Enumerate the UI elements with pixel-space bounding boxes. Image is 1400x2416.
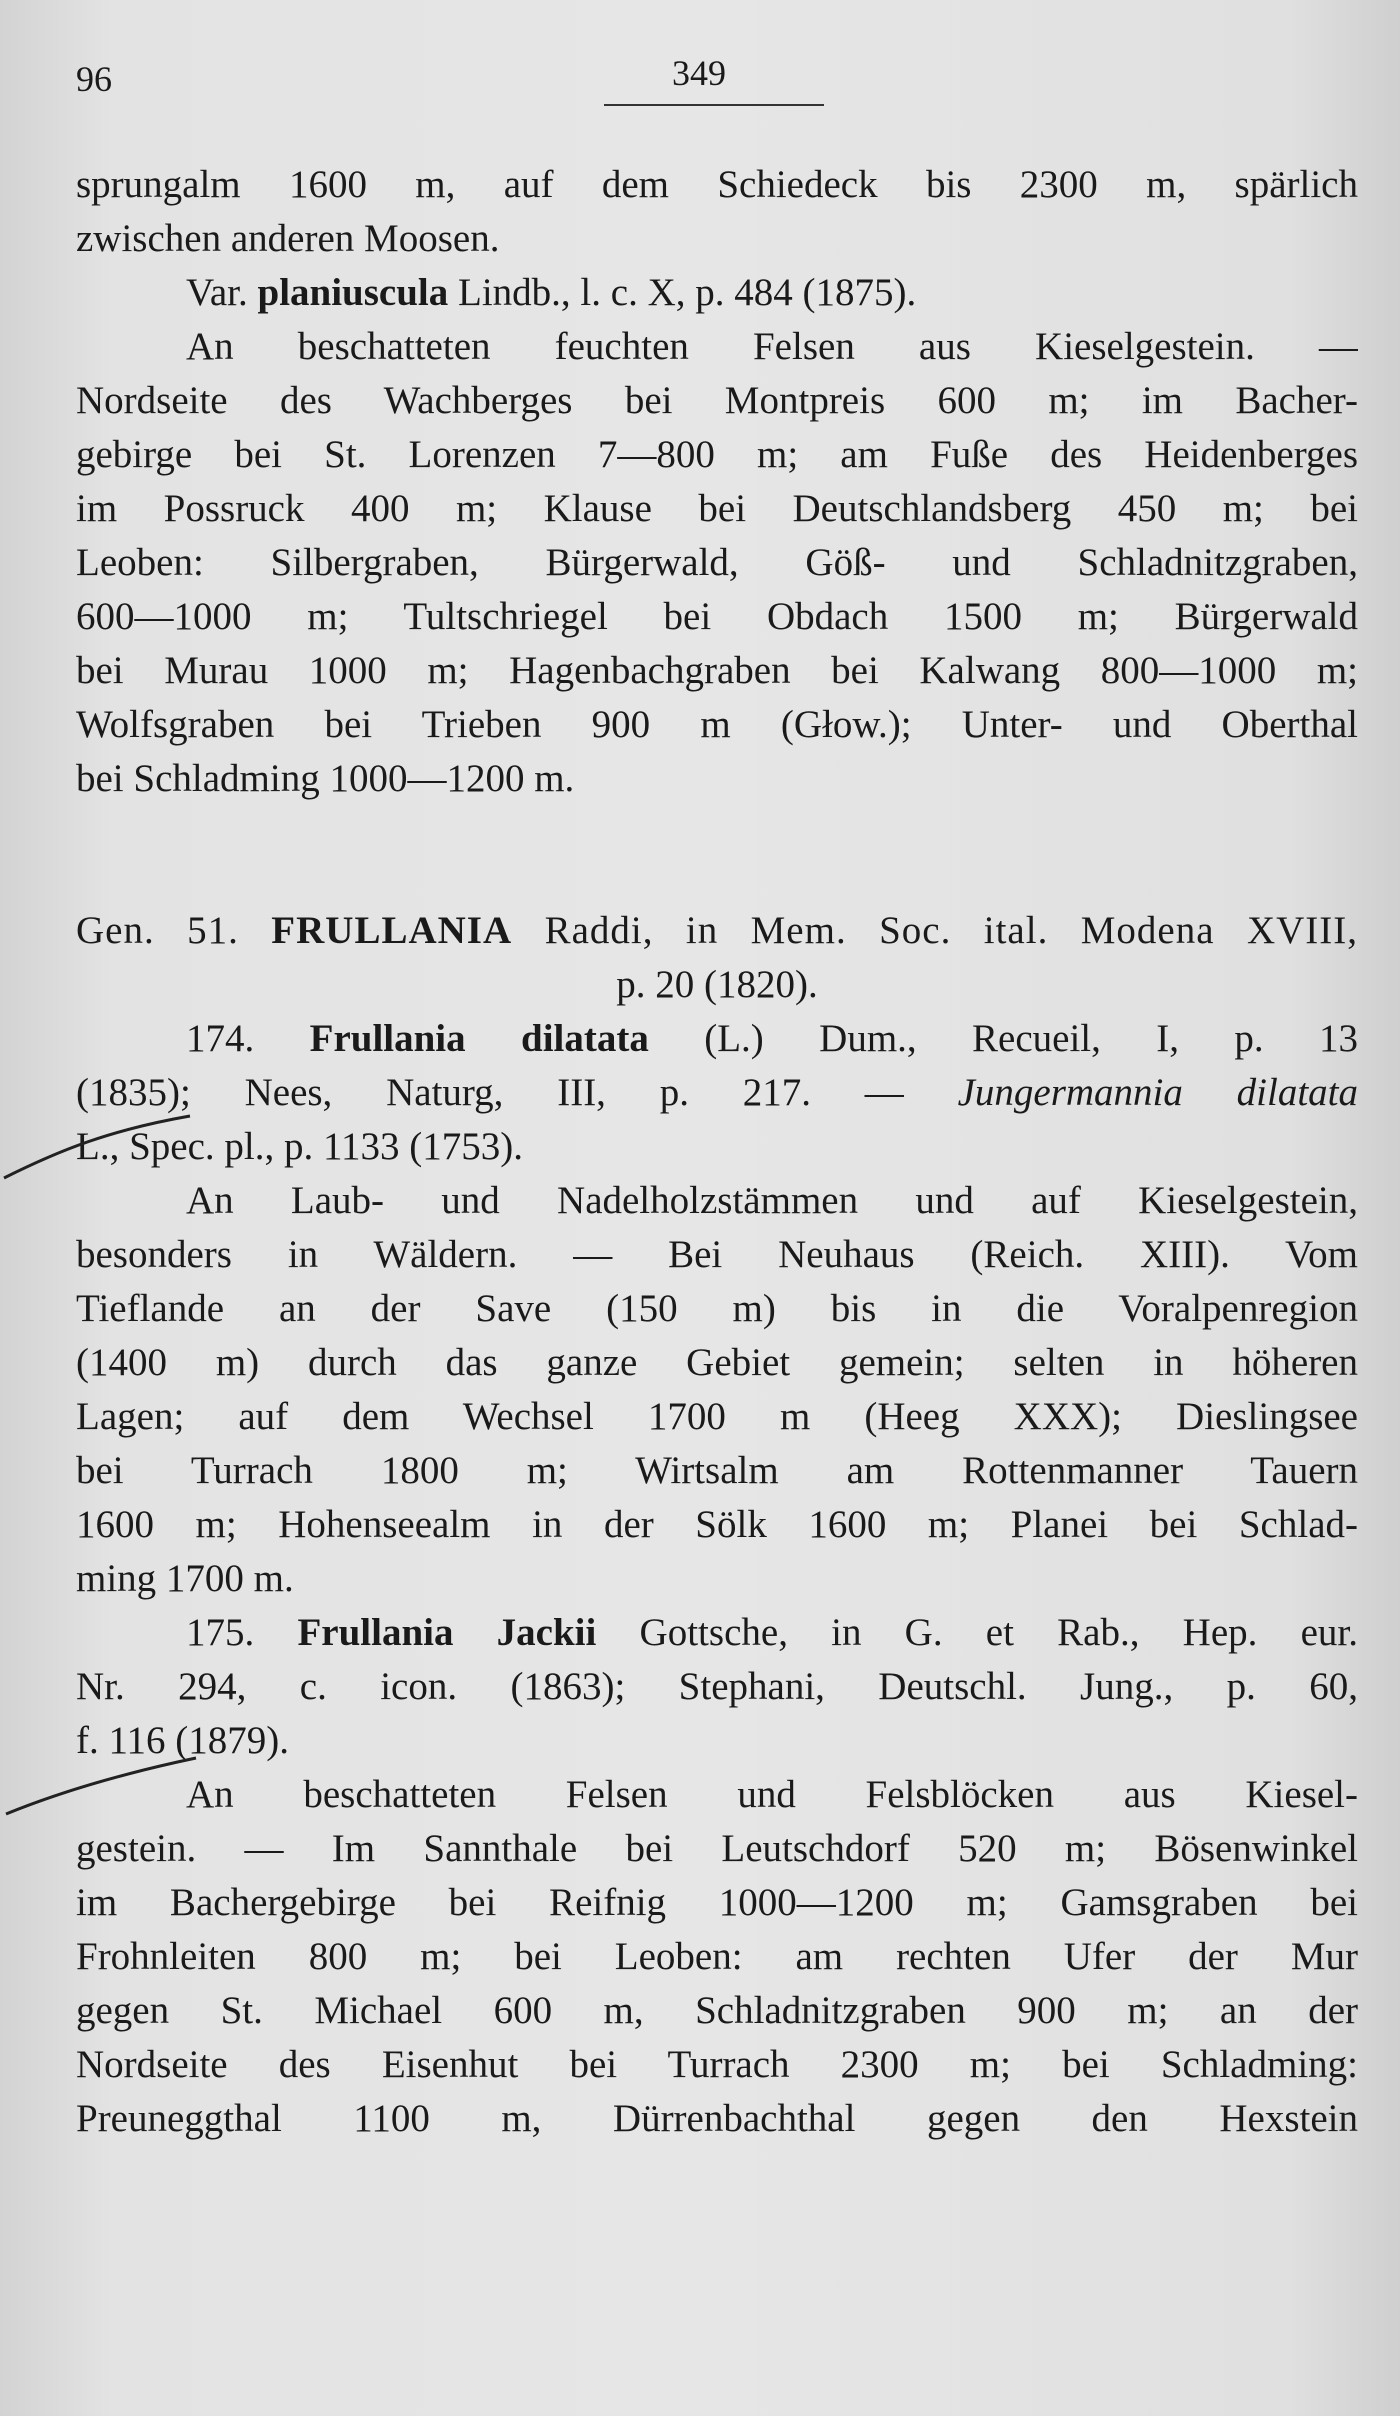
italic-term: Jungermannia dilatata [957, 1071, 1358, 1114]
text-segment: zwischen anderen Moosen. [76, 217, 500, 260]
text-segment: An beschatteten Felsen und Felsblöcken aus Kiesel- [186, 1773, 1358, 1816]
text-segment: An Laub- und Nadelholzstämmen und auf Kieselgestein, [186, 1179, 1358, 1222]
text-line [76, 904, 1358, 958]
text-line [76, 1228, 1358, 1282]
text-segment: 175. [186, 1611, 298, 1654]
text-segment: Nordseite des Wachberges bei Montpreis 600 m; im Bacher- [76, 379, 1358, 422]
bold-term: Frullania dilatata [309, 1017, 649, 1060]
text-segment: 174. [186, 1017, 310, 1060]
text-line [76, 1498, 1358, 1552]
page-number-left: 96 [76, 59, 112, 99]
text-line [76, 2092, 1358, 2146]
text-segment: ming 1700 m. [76, 1557, 294, 1600]
text-line [76, 266, 1358, 320]
text-line [76, 1552, 1358, 1606]
text-segment: Lagen; auf dem Wechsel 1700 m (Heeg XXX); Dieslingsee [76, 1395, 1358, 1438]
text-segment: f. 116 (1879). [76, 1719, 290, 1762]
text-block-sp174 [76, 1012, 1358, 1174]
text-line [76, 1012, 1358, 1066]
text-line [76, 752, 1358, 806]
text-block-gen [76, 904, 1358, 1012]
text-line [76, 698, 1358, 752]
text-segment: bei Murau 1000 m; Hagenbachgraben bei Kalwang 800—1000 m; [76, 649, 1358, 692]
text-block-var [76, 266, 1358, 320]
header-rule [604, 104, 824, 106]
text-segment: Lindb., l. c. X, p. 484 (1875). [448, 271, 917, 314]
text-segment: Leoben: Silbergraben, Bürgerwald, Göß- und Schladnitzgraben, [76, 541, 1358, 584]
pen-stroke-mark [0, 1740, 200, 1820]
text-segment: Var. [186, 271, 258, 314]
text-line [76, 320, 1358, 374]
text-line [76, 590, 1358, 644]
text-segment: besonders in Wäldern. — Bei Neuhaus (Reich. XIII). Vom [76, 1233, 1358, 1276]
text-line [76, 1714, 1358, 1768]
bold-term: FRULLANIA [271, 909, 513, 952]
text-segment: Gottsche, in G. et Rab., Hep. eur. [596, 1611, 1358, 1654]
text-segment: L., Spec. pl., p. 1133 (1753). [76, 1125, 523, 1168]
text-line [76, 958, 1358, 1012]
text-line [76, 1174, 1358, 1228]
text-line [76, 1930, 1358, 1984]
text-segment: sprungalm 1600 m, auf dem Schiedeck bis 2300 m, spärlich [76, 163, 1358, 206]
text-line [76, 1390, 1358, 1444]
text-segment: bei Turrach 1800 m; Wirtsalm am Rottenmanner Tauern [76, 1449, 1358, 1492]
text-segment: (L.) Dum., Recueil, I, p. 13 [648, 1017, 1358, 1060]
text-block-p3 [76, 1174, 1358, 1606]
bold-term: Frullania Jackii [297, 1611, 597, 1654]
text-segment: (1835); Nees, Naturg, III, p. 217. — [76, 1071, 958, 1114]
text-segment: Frohnleiten 800 m; bei Leoben: am rechten Ufer der Mur [76, 1935, 1358, 1978]
text-line [76, 1606, 1358, 1660]
text-line [76, 2038, 1358, 2092]
pen-stroke-mark [0, 1100, 200, 1180]
text-line [76, 1822, 1358, 1876]
text-line [76, 644, 1358, 698]
text-segment: Preuneggthal 1100 m, Dürrenbachthal gegen den Hexstein [76, 2097, 1358, 2140]
text-line [76, 1282, 1358, 1336]
text-line [76, 1660, 1358, 1714]
text-segment: Gen. 51. [76, 909, 272, 952]
text-segment: im Possruck 400 m; Klause bei Deutschlandsberg 450 m; bei [76, 487, 1358, 530]
text-line [76, 1444, 1358, 1498]
text-line [76, 1768, 1358, 1822]
page-body [76, 158, 1358, 2146]
text-line [76, 212, 1358, 266]
text-segment: Raddi, in Mem. Soc. ital. Modena XVIII, [512, 909, 1358, 952]
text-segment: (1400 m) durch das ganze Gebiet gemein; selten in höheren [76, 1341, 1358, 1384]
text-line [76, 1120, 1358, 1174]
text-segment: Nordseite des Eisenhut bei Turrach 2300 m; bei Schladming: [76, 2043, 1358, 2086]
text-segment: An beschatteten feuchten Felsen aus Kieselgestein. — [186, 325, 1358, 368]
text-line [76, 428, 1358, 482]
section-gap [76, 806, 1358, 904]
text-line [76, 1066, 1358, 1120]
text-segment: im Bachergebirge bei Reifnig 1000—1200 m; Gamsgraben bei [76, 1881, 1358, 1924]
text-segment: gegen St. Michael 600 m, Schladnitzgraben 900 m; an der [76, 1989, 1358, 2032]
text-line [76, 1984, 1358, 2038]
text-block-p2 [76, 320, 1358, 806]
text-segment: 1600 m; Hohenseealm in der Sölk 1600 m; Planei bei Schlad- [76, 1503, 1358, 1546]
text-line [76, 1336, 1358, 1390]
text-line [76, 482, 1358, 536]
text-segment: Nr. 294, c. icon. (1863); Stephani, Deutschl. Jung., p. 60, [76, 1665, 1358, 1708]
text-line [76, 374, 1358, 428]
text-segment: Wolfsgraben bei Trieben 900 m (Głow.); Unter- und Oberthal [76, 703, 1358, 746]
bold-term: planiuscula [257, 271, 449, 314]
text-block-p1 [76, 158, 1358, 266]
text-segment: gestein. — Im Sannthale bei Leutschdorf 520 m; Bösenwinkel [76, 1827, 1358, 1870]
text-segment: 600—1000 m; Tultschriegel bei Obdach 1500 m; Bürgerwald [76, 595, 1358, 638]
text-segment: Tieflande an der Save (150 m) bis in die Voralpenregion [76, 1287, 1358, 1330]
text-segment: bei Schladming 1000—1200 m. [76, 757, 575, 800]
text-line [76, 536, 1358, 590]
page-number-center: 349 [672, 53, 726, 93]
text-segment: p. 20 (1820). [616, 963, 818, 1006]
text-line [76, 1876, 1358, 1930]
text-block-sp175 [76, 1606, 1358, 1768]
text-line [76, 158, 1358, 212]
text-segment: gebirge bei St. Lorenzen 7—800 m; am Fuße des Heidenberges [76, 433, 1358, 476]
text-block-p4 [76, 1768, 1358, 2146]
